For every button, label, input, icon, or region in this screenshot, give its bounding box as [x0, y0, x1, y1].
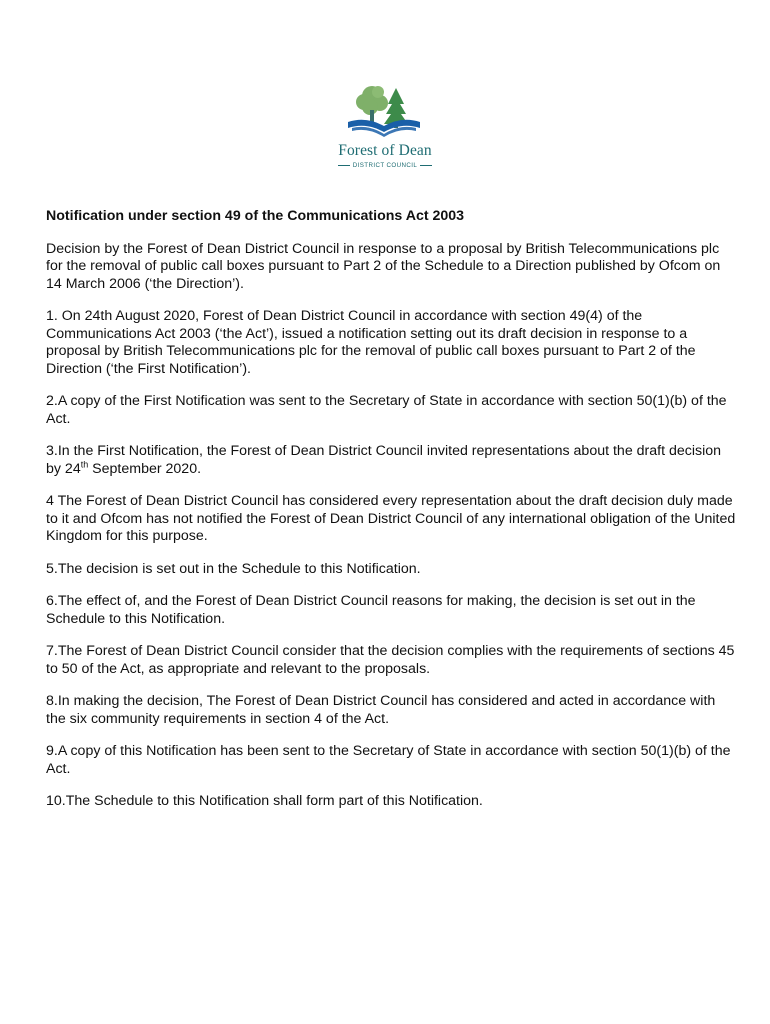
logo-dash-right — [420, 165, 432, 166]
paragraph-3 — [46, 443, 736, 478]
logo-subtitle-text: DISTRICT COUNCIL — [352, 162, 418, 169]
paragraph-6: 6.The effect of, and the Forest of Dean District Council reasons for making, the decision is set out in the Schedule to this Notification. — [46, 593, 696, 627]
paragraph-5: 5.The decision is set out in the Schedule to this Notification. — [46, 560, 421, 577]
logo-subtitle — [326, 162, 444, 169]
paragraph-2: 2.A copy of the First Notification was sent to the Secretary of State in accordance with section 50(1)(b) of the Act. — [46, 393, 727, 427]
document-body — [46, 208, 736, 826]
logo-name: Forest of Dean — [338, 142, 432, 159]
paragraph-1: 1. On 24th August 2020, Forest of Dean District Council in accordance with section 49(4) of the Communications Act 2003 (‘the Act’), issued a notification setting out its draft decision in response to a proposal by British Telecommunications plc for the removal of public call boxes pursuant to Part 2 of the Direction (‘the First Notification’). — [46, 308, 696, 377]
tree-logo-icon — [326, 78, 444, 142]
ordinal-suffix: th — [80, 458, 89, 469]
document-title: Notification under section 49 of the Communications Act 2003 — [46, 208, 465, 224]
paragraph-10: 10.The Schedule to this Notification shall form part of this Notification. — [46, 793, 483, 809]
intro-paragraph: Decision by the Forest of Dean District Council in response to a proposal by British Telecommunications plc for the removal of public call boxes pursuant to Part 2 of the Schedule to a Direction published by Ofcom on 14 March 2006 (‘the Direction’). — [46, 240, 721, 292]
paragraph-7: 7.The Forest of Dean District Council consider that the decision complies with the requirements of sections 45 to 50 of the Act, as appropriate and relevant to the proposals. — [46, 643, 735, 677]
paragraph-3-end: September 2020. — [88, 460, 202, 477]
logo-dash-left — [338, 165, 350, 166]
paragraph-8: 8.In making the decision, The Forest of Dean District Council has considered and acted in accordance with the six community requirements in section 4 of the Act. — [46, 693, 716, 727]
council-logo — [326, 78, 444, 174]
paragraph-4: 4 The Forest of Dean District Council has considered every representation about the draft decision duly made to it and Ofcom has not notified the Forest of Dean District Council of any international obligation of the United Kingdom for this purpose. — [46, 493, 736, 544]
paragraph-3-text: 3.In the First Notification, the Forest of Dean District Council invited representations about the draft decision by 24 — [46, 443, 722, 477]
paragraph-9: 9.A copy of this Notification has been sent to the Secretary of State in accordance with section 50(1)(b) of the Act. — [46, 743, 731, 777]
